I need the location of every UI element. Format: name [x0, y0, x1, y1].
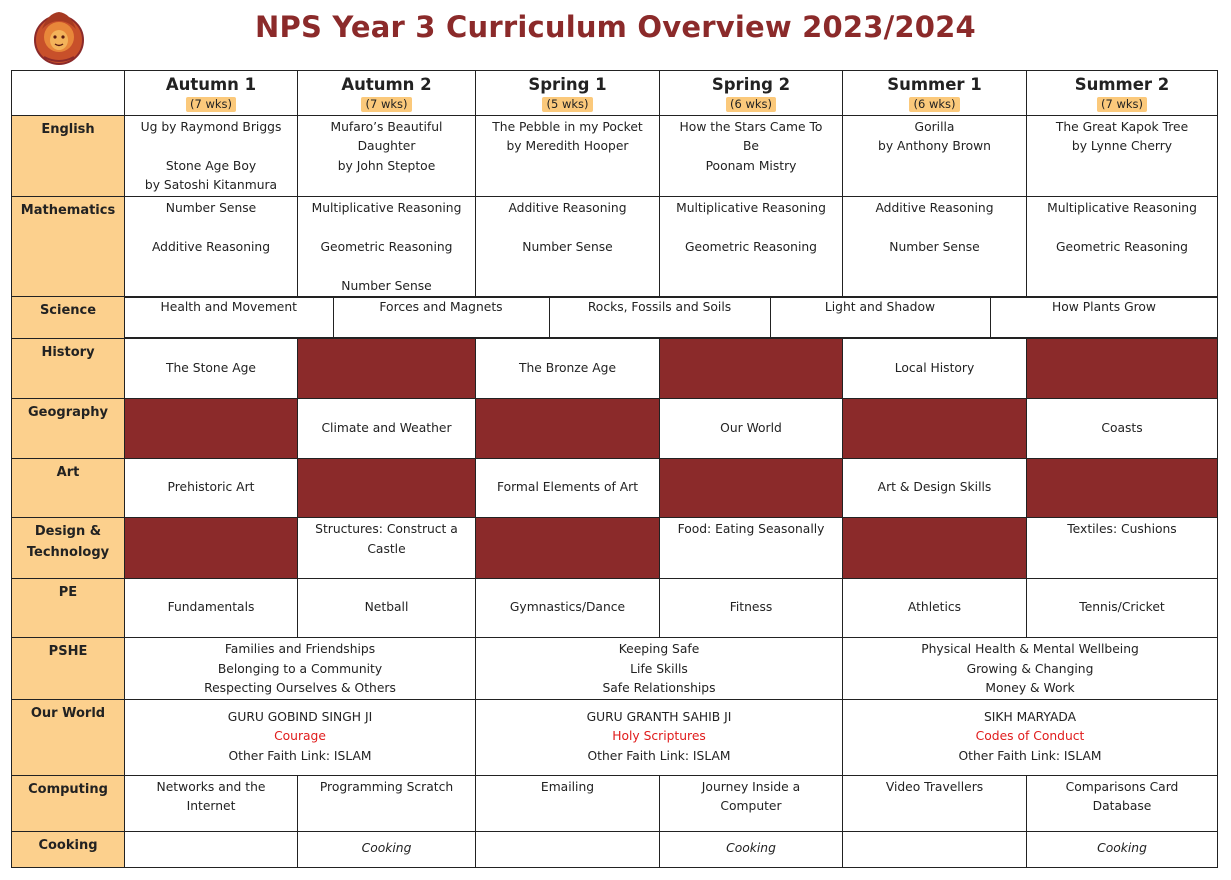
term-weeks: (7 wks) [1097, 97, 1147, 112]
term-weeks: (6 wks) [726, 97, 776, 112]
science-units [125, 297, 1218, 339]
cell: Fitness [660, 579, 843, 638]
blank-cell [298, 339, 476, 399]
term-name: Spring 2 [711, 75, 791, 94]
science-unit: Forces and Magnets [333, 298, 549, 338]
cell: Keeping Safe Life Skills Safe Relationships [476, 638, 843, 700]
art-row [12, 459, 1218, 518]
cell: Additive Reasoning Number Sense [843, 196, 1027, 297]
cell: Multiplicative Reasoning Geometric Reasoning [660, 196, 843, 297]
cell: Emailing [476, 775, 660, 831]
subject-label: Design & Technology [12, 518, 125, 579]
term-header [476, 71, 660, 116]
subject-label: English [12, 115, 125, 196]
blank-cell [476, 399, 660, 459]
term-weeks: (6 wks) [909, 97, 959, 112]
blank-cell [660, 339, 843, 399]
design-technology-row [12, 518, 1218, 579]
science-row [12, 297, 1218, 339]
cell: GURU GRANTH SAHIB JI Holy Scriptures Other Faith Link: ISLAM [476, 699, 843, 775]
blank-cell [298, 459, 476, 518]
term-header [843, 71, 1027, 116]
cell: Multiplicative Reasoning Geometric Reasoning [1027, 196, 1218, 297]
cell: Structures: Construct a Castle [298, 518, 476, 579]
cell: Netball [298, 579, 476, 638]
term-header [125, 71, 298, 116]
cell: Mufaro’s Beautiful Daughter by John Steptoe [298, 115, 476, 196]
pshe-row [12, 638, 1218, 700]
cell: Food: Eating Seasonally [660, 518, 843, 579]
cell [125, 831, 298, 867]
cell [843, 831, 1027, 867]
cell: Prehistoric Art [125, 459, 298, 518]
cell: Tennis/Cricket [1027, 579, 1218, 638]
cell: SIKH MARYADA Codes of Conduct Other Faith Link: ISLAM [843, 699, 1218, 775]
science-unit: Light and Shadow [770, 298, 990, 338]
term-weeks: (5 wks) [542, 97, 592, 112]
cell: Journey Inside a Computer [660, 775, 843, 831]
cell: Multiplicative Reasoning Geometric Reasoning Number Sense [298, 196, 476, 297]
term-name: Autumn 2 [341, 75, 432, 94]
cell: The Pebble in my Pocket by Meredith Hooper [476, 115, 660, 196]
cell: Cooking [660, 831, 843, 867]
our-world-row [12, 699, 1218, 775]
subject-label: PE [12, 579, 125, 638]
cell: The Bronze Age [476, 339, 660, 399]
cell: Gymnastics/Dance [476, 579, 660, 638]
cell: Fundamentals [125, 579, 298, 638]
cell: Gorilla by Anthony Brown [843, 115, 1027, 196]
subject-label: PSHE [12, 638, 125, 700]
cell: Our World [660, 399, 843, 459]
corner-cell [12, 71, 125, 116]
cell: Textiles: Cushions [1027, 518, 1218, 579]
blank-cell [843, 518, 1027, 579]
subject-label: Our World [12, 699, 125, 775]
cell: Cooking [298, 831, 476, 867]
cell: GURU GOBIND SINGH JI Courage Other Faith Link: ISLAM [125, 699, 476, 775]
subject-label: Cooking [12, 831, 125, 867]
blank-cell [660, 459, 843, 518]
cell: Local History [843, 339, 1027, 399]
cell: Programming Scratch [298, 775, 476, 831]
blank-cell [125, 518, 298, 579]
cell: Formal Elements of Art [476, 459, 660, 518]
term-header [660, 71, 843, 116]
cell: Art & Design Skills [843, 459, 1027, 518]
term-weeks: (7 wks) [186, 97, 236, 112]
cell: Athletics [843, 579, 1027, 638]
english-row [12, 115, 1218, 196]
blank-cell [125, 399, 298, 459]
cell: Ug by Raymond Briggs Stone Age Boy by Satoshi Kitanmura [125, 115, 298, 196]
mathematics-row [12, 196, 1218, 297]
term-name: Summer 2 [1074, 75, 1170, 94]
cell [476, 831, 660, 867]
blank-cell [1027, 339, 1218, 399]
cooking-row [12, 831, 1218, 867]
subject-label: Mathematics [12, 196, 125, 297]
subject-label: Geography [12, 399, 125, 459]
term-header-row [12, 71, 1218, 116]
cell: Video Travellers [843, 775, 1027, 831]
cell: Cooking [1027, 831, 1218, 867]
page-title: NPS Year 3 Curriculum Overview 2023/2024 [255, 10, 976, 44]
science-unit: Health and Movement [125, 298, 333, 338]
cell: Families and Friendships Belonging to a Community Respecting Ourselves & Others [125, 638, 476, 700]
geography-row [12, 399, 1218, 459]
blank-cell [843, 399, 1027, 459]
term-header [1027, 71, 1218, 116]
cell: Climate and Weather [298, 399, 476, 459]
term-header [298, 71, 476, 116]
cell: Comparisons Card Database [1027, 775, 1218, 831]
subject-label: History [12, 339, 125, 399]
cell: The Stone Age [125, 339, 298, 399]
blank-cell [1027, 459, 1218, 518]
cell: How the Stars Came To Be Poonam Mistry [660, 115, 843, 196]
subject-label: Science [12, 297, 125, 339]
history-row [12, 339, 1218, 399]
pe-row [12, 579, 1218, 638]
term-name: Spring 1 [528, 75, 607, 94]
subject-label: Computing [12, 775, 125, 831]
cell: Physical Health & Mental Wellbeing Growing & Changing Money & Work [843, 638, 1218, 700]
cell: Number Sense Additive Reasoning [125, 196, 298, 297]
science-unit: Rocks, Fossils and Soils [549, 298, 770, 338]
cell: Additive Reasoning Number Sense [476, 196, 660, 297]
science-unit: How Plants Grow [990, 298, 1218, 338]
subject-label: Art [12, 459, 125, 518]
curriculum-table [11, 70, 1218, 868]
cell: Coasts [1027, 399, 1218, 459]
term-name: Summer 1 [887, 75, 982, 94]
cell: The Great Kapok Tree by Lynne Cherry [1027, 115, 1218, 196]
term-weeks: (7 wks) [361, 97, 411, 112]
cell: Networks and the Internet [125, 775, 298, 831]
blank-cell [476, 518, 660, 579]
computing-row [12, 775, 1218, 831]
term-name: Autumn 1 [165, 75, 257, 94]
